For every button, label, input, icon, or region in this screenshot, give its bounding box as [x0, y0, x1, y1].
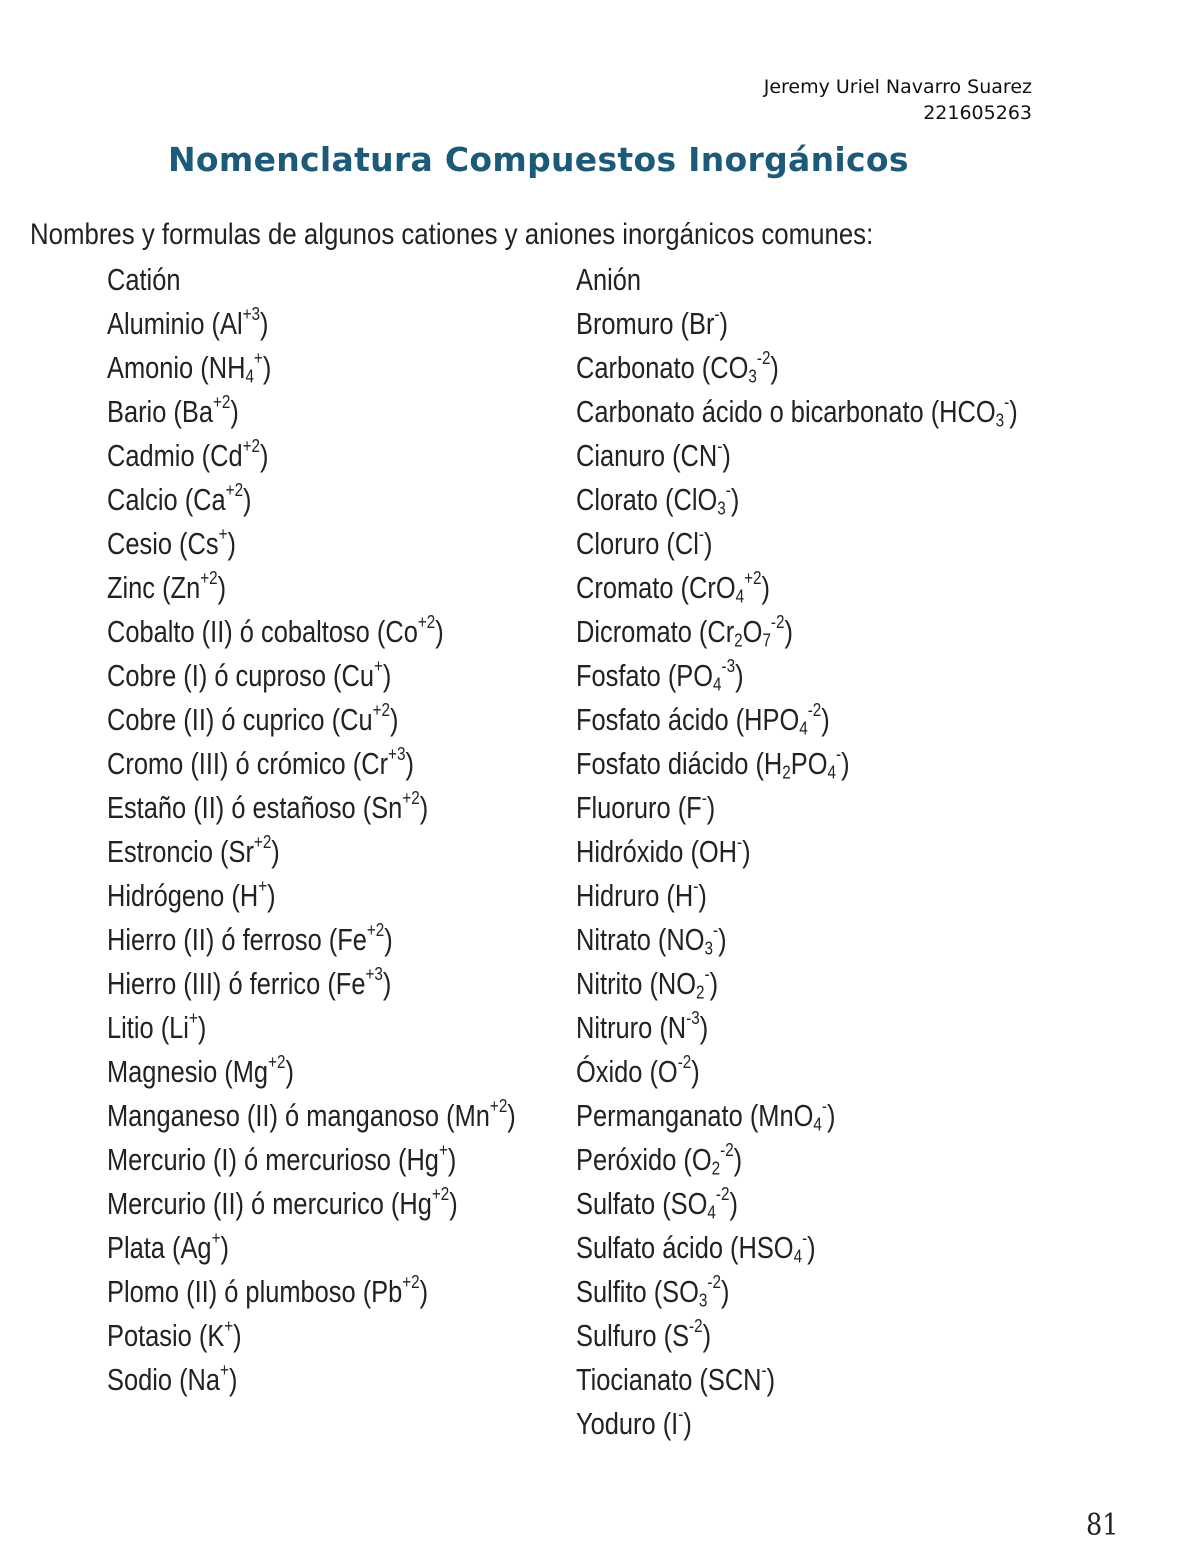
author-block: [764, 74, 1032, 126]
anion-item: Permanganato (MnO$_4$-): [576, 1095, 836, 1135]
cation-item: Calcio $(Ca^{+2})$: [107, 479, 252, 517]
cation-item: Mercurio (I) ó mercurioso (Hg+): [107, 1139, 457, 1177]
anion-item: Sulfito $(SO_3^{-2})$: [576, 1271, 730, 1311]
cation-list: [107, 258, 606, 1402]
cation-item: Potasio (K+): [107, 1315, 242, 1353]
anion-item: Sulfato ácido $(HSO_4^-)$: [576, 1227, 816, 1267]
anion-item: Bromuro (Br-): [576, 303, 728, 341]
cation-item: Hierro (II) ó ferroso $(Fe^{+2})$: [107, 919, 393, 957]
anion-item: Yoduro (I-): [576, 1403, 692, 1441]
cation-item: Cobre (II) ó cuprico $(Cu^{+2})$: [107, 699, 399, 737]
anion-item: Clorato (ClO$_3$-): [576, 479, 740, 519]
anion-item: Cloruro (Cl-): [576, 523, 713, 561]
author-name: Jeremy Uriel Navarro Suarez: [763, 76, 1032, 98]
student-id: 221605263: [923, 102, 1032, 124]
cation-item: Sodio (Na+): [107, 1359, 238, 1397]
cation-item: Plata (Ag+): [107, 1227, 229, 1265]
anion-item: Fluoruro (F-): [576, 787, 716, 825]
anion-item: Tiocianato (SCN-): [576, 1359, 776, 1397]
page-number: 81: [1086, 1508, 1119, 1543]
page-title: Nomenclatura Compuestos Inorgánicos: [168, 140, 909, 179]
cation-item: Zinc $(Zn^{+2})$: [107, 567, 227, 605]
cation-item: Cesio (Cs+): [107, 523, 236, 561]
anion-item: Fosfato ácido $(HPO_4^{-2})$: [576, 699, 830, 739]
anion-heading: Anión: [576, 262, 642, 297]
cation-item: Bario $(Ba^{+2})$: [107, 391, 239, 429]
cation-item: Cadmio $(Cd^{+2})$: [107, 435, 269, 473]
cation-item: Hidrógeno (H+): [107, 875, 276, 913]
cation-item: Cobalto (II) ó cobaltoso $(Co^{+2})$: [107, 611, 444, 649]
cation-item: Manganeso (II) ó manganoso $(Mn^{+2})$: [107, 1095, 516, 1133]
anion-item: Sulfuro $(S^{-2})$: [576, 1315, 712, 1353]
cation-item: Aluminio $(Al^{+3})$: [107, 303, 269, 341]
anion-item: Cromato (CrO$_4^{+2}$): [576, 567, 770, 607]
anion-item: Cianuro (CN-): [576, 435, 731, 473]
cation-item: Litio (Li+): [107, 1007, 207, 1045]
intro-text: Nombres y formulas de algunos cationes y aniones inorgánicos comunes:: [30, 218, 874, 251]
cation-item: Amonio $(NH_4^+)$: [107, 347, 272, 387]
cation-item: Estroncio $(Sr^{+2})$: [107, 831, 280, 869]
anion-item: Fosfato $(PO_4^{-3})$: [576, 655, 744, 695]
anion-item: Sulfato $(SO_4^{-2})$: [576, 1183, 738, 1223]
cation-item: Cromo (III) ó crómico $(Cr^{+3})$: [107, 743, 414, 781]
anion-list: [576, 258, 1115, 1446]
cation-item: Cobre (I) ó cuproso (Cu+): [107, 655, 392, 693]
anion-item: Nitrito $(NO_2^-)$: [576, 963, 719, 1003]
anion-item: Hidróxido (OH-): [576, 831, 751, 869]
anion-item: Óxido $(O^{-2})$: [576, 1051, 700, 1089]
cation-item: Hierro (III) ó ferrico $(Fe^{+3})$: [107, 963, 392, 1001]
anion-item: Fosfato diácido $(H_2PO_4^-)$: [576, 743, 850, 783]
cation-item: Magnesio $(Mg^{+2})$: [107, 1051, 294, 1089]
anion-item: Carbonato ácido o bicarbonato $(HCO_3^-)$: [576, 391, 1018, 431]
anion-item: Dicromato $(Cr_2O_7^{-2})$: [576, 611, 793, 651]
cation-item: Plomo (II) ó plumboso $(Pb^{+2})$: [107, 1271, 429, 1309]
anion-item: Nitruro $(N^{-3})$: [576, 1007, 709, 1045]
anion-item: Nitrato $(NO_3^-)$: [576, 919, 727, 959]
cation-item: Estaño (II) ó estañoso $(Sn^{+2})$: [107, 787, 429, 825]
anion-item: Peróxido $(O_2^{-2})$: [576, 1139, 743, 1179]
anion-item: Hidruro (H-): [576, 875, 707, 913]
anion-item: Carbonato $(CO_3^{-2})$: [576, 347, 779, 387]
cation-item: Mercurio (II) ó mercurico $(Hg^{+2})$: [107, 1183, 458, 1221]
cation-heading: Catión: [107, 262, 181, 297]
